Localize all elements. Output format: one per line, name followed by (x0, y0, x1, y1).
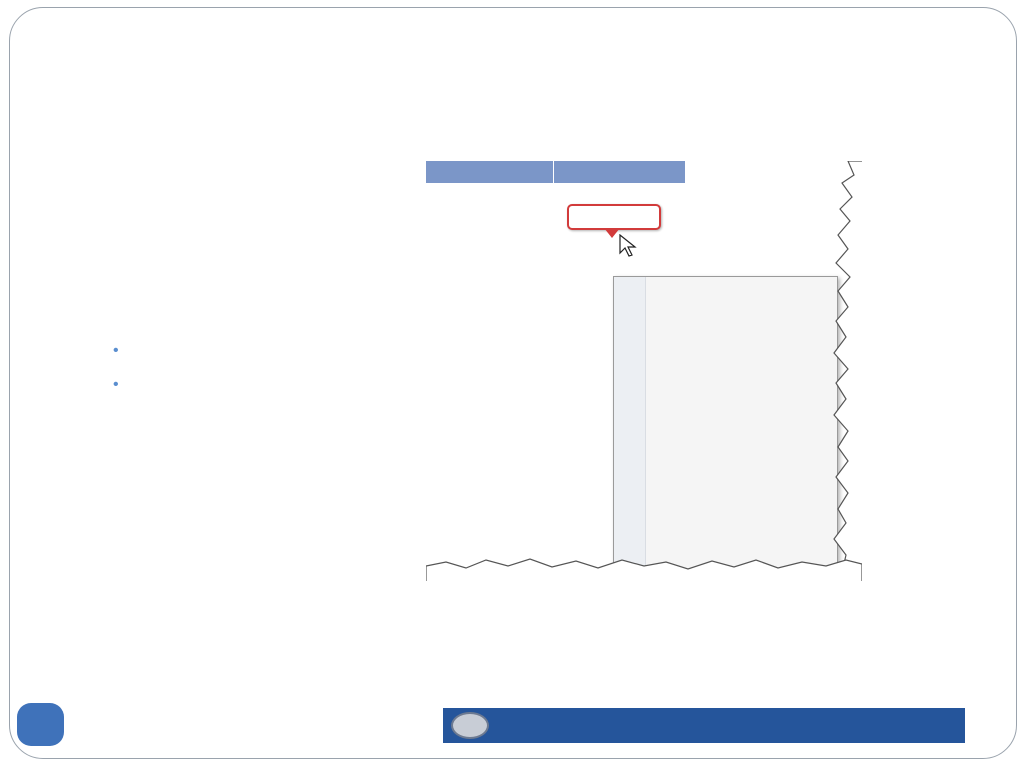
mouse-pointer-icon (619, 234, 637, 258)
callout-tail (604, 228, 620, 238)
context-menu (613, 276, 838, 581)
torn-edge-right (826, 161, 862, 581)
column-header-amount[interactable] (554, 161, 686, 183)
state-seal-icon (451, 712, 489, 739)
bullet-list (113, 337, 403, 393)
torn-edge-bottom (426, 556, 862, 581)
bullet-icon: • (113, 342, 119, 359)
footer-logo (443, 708, 965, 743)
right-click-callout (567, 204, 661, 230)
page-number (17, 703, 64, 746)
screenshot-excerpt (426, 161, 862, 581)
table-header (426, 161, 686, 183)
bullet-icon: • (113, 376, 119, 393)
data-table (426, 161, 686, 183)
column-header-program[interactable] (426, 161, 554, 183)
menu-icon-gutter (614, 277, 646, 581)
